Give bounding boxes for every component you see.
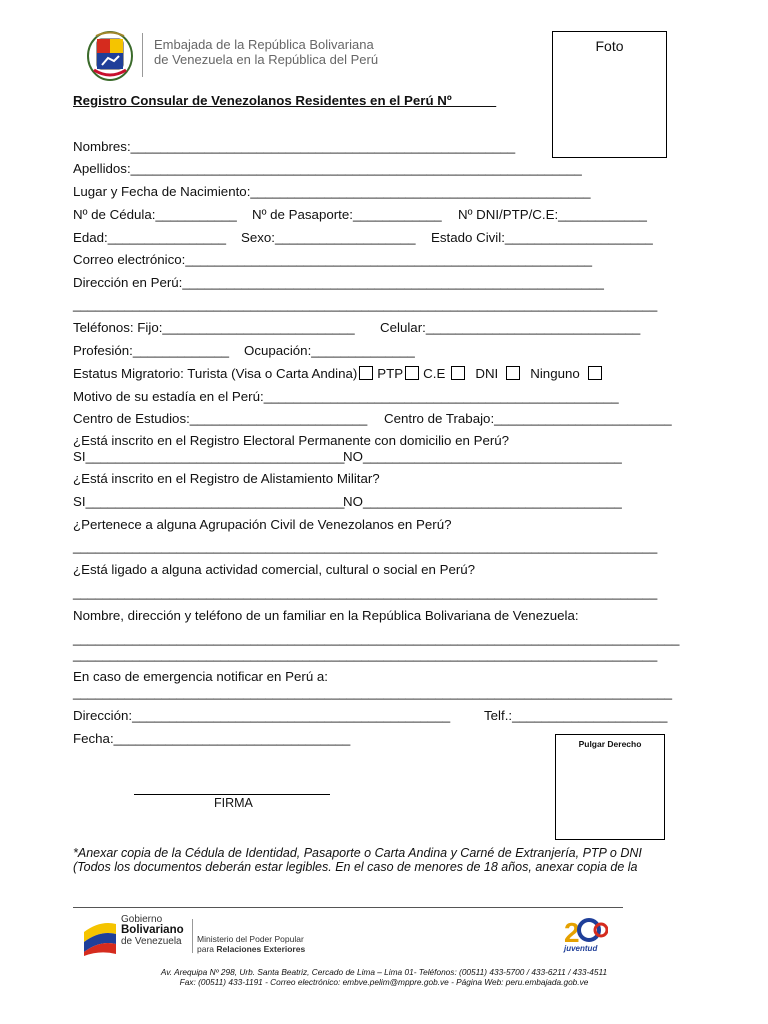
footer-divider xyxy=(73,907,623,908)
question-registro-electoral: ¿Está inscrito en el Registro Electoral Permanente con domicilio en Perú? xyxy=(73,433,510,448)
checkbox-ce[interactable] xyxy=(451,366,465,380)
field-actividad-answer[interactable]: _______________________________________________________________________________ xyxy=(73,585,658,600)
juventud-label: juventud xyxy=(564,944,598,953)
signature-line[interactable] xyxy=(134,794,330,795)
ministry-line-2b: Relaciones Exteriores xyxy=(216,944,306,954)
photo-box xyxy=(552,31,667,158)
field-centro-estudios[interactable]: Centro de Estudios:________________________ xyxy=(73,411,368,426)
estatus-ce-label: C.E xyxy=(423,366,446,381)
estatus-ptp-label: PTP xyxy=(377,366,404,381)
field-cedula[interactable]: Nº de Cédula:___________ xyxy=(73,207,237,222)
checkbox-ptp[interactable] xyxy=(405,366,419,380)
ministry-logo xyxy=(197,934,305,954)
note-line-2: (Todos los documentos deberán estar legibles. En el caso de menores de 18 años, anexar copia de la xyxy=(73,860,638,874)
ministry-line-1: Ministerio del Poder Popular xyxy=(197,934,304,944)
gov-line-2: Bolivariano xyxy=(121,924,184,936)
field-fecha[interactable]: Fecha:________________________________ xyxy=(73,731,351,746)
note-line-1: *Anexar copia de la Cédula de Identidad, Pasaporte o Carta Andina y Carné de Extranjería, PTP o DNI xyxy=(73,846,642,860)
form-title: Registro Consular de Venezolanos Residentes en el Perú Nº______ xyxy=(73,93,497,108)
juventud-bicentenario-logo-icon xyxy=(562,914,608,954)
field-pasaporte[interactable]: Nº de Pasaporte:____________ xyxy=(252,207,442,222)
checkbox-ninguno[interactable] xyxy=(588,366,602,380)
field-estado-civil[interactable]: Estado Civil:____________________ xyxy=(431,230,653,245)
ministry-line-2 xyxy=(197,944,305,954)
gov-line-1: Gobierno xyxy=(121,914,163,925)
embassy-line-1: Embajada de la República Bolivariana xyxy=(154,37,374,52)
header-divider xyxy=(142,33,143,77)
field-emergencia-answer[interactable]: _________________________________________________________________________________ xyxy=(73,685,673,700)
estatus-migratorio xyxy=(73,366,606,381)
field-sexo[interactable]: Sexo:___________________ xyxy=(241,230,416,245)
embassy-name xyxy=(154,37,378,67)
ministry-line-2a: para xyxy=(197,944,217,954)
gov-line-3: de Venezuela xyxy=(121,936,182,947)
field-edad[interactable]: Edad:________________ xyxy=(73,230,227,245)
estatus-label: Estatus Migratorio: Turista (Visa o Carta Andina) xyxy=(73,366,358,381)
checkbox-dni[interactable] xyxy=(506,366,520,380)
footer-address-line-1: Av. Arequipa Nº 298, Urb. Santa Beatriz, Cercado de Lima – Lima 01- Teléfonos: (00511) 433-5700 / 433-6211 / 433-4511 xyxy=(160,967,608,977)
field-celular[interactable]: Celular:_____________________________ xyxy=(380,320,641,335)
field-nombres[interactable]: Nombres:____________________________________________________ xyxy=(73,139,516,154)
question-agrupacion-civil: ¿Pertenece a alguna Agrupación Civil de Venezolanos en Perú? xyxy=(73,517,452,532)
footer-address-line-2: Fax: (00511) 433-1191 - Correo electrónico: embve.pelim@mppre.gob.ve - Página Web: peru.embajada.gob.ve xyxy=(179,977,589,987)
field-lugar-fecha-nacimiento[interactable]: Lugar y Fecha de Nacimiento:______________________________________________ xyxy=(73,184,591,199)
field-agrupacion-answer[interactable]: _______________________________________________________________________________ xyxy=(73,539,658,554)
field-telefono-fijo[interactable]: Teléfonos: Fijo:__________________________ xyxy=(73,320,355,335)
field-dni[interactable]: Nº DNI/PTP/C.E:____________ xyxy=(458,207,647,222)
field-motivo[interactable]: Motivo de su estadía en el Perú:________________________________________________ xyxy=(73,389,619,404)
field-si-electoral[interactable]: SI___________________________________ xyxy=(73,449,345,464)
field-centro-trabajo[interactable]: Centro de Trabajo:________________________ xyxy=(384,411,672,426)
question-familiar: Nombre, dirección y teléfono de un familiar en la República Bolivariana de Venezuela: xyxy=(73,608,579,623)
question-actividad: ¿Está ligado a alguna actividad comercial, cultural o social en Perú? xyxy=(73,562,476,577)
thumbprint-box xyxy=(555,734,665,840)
field-direccion[interactable]: Dirección:___________________________________________ xyxy=(73,708,451,723)
embassy-line-2: de Venezuela en la República del Perú xyxy=(154,52,379,67)
coat-of-arms-icon xyxy=(86,30,134,82)
question-alistamiento-militar: ¿Está inscrito en el Registro de Alistamiento Militar? xyxy=(73,471,380,486)
checkbox-turista[interactable] xyxy=(359,366,373,380)
field-si-militar[interactable]: SI___________________________________ xyxy=(73,494,345,509)
field-no-militar[interactable]: NO___________________________________ xyxy=(343,494,622,509)
svg-text:2: 2 xyxy=(564,917,580,948)
field-direccion-peru-cont[interactable]: _______________________________________________________________________________ xyxy=(73,297,658,312)
field-apellidos[interactable]: Apellidos:_____________________________________________________________ xyxy=(73,161,582,176)
photo-label: Foto xyxy=(595,38,624,54)
field-telf[interactable]: Telf.:_____________________ xyxy=(484,708,668,723)
field-correo[interactable]: Correo electrónico:_______________________________________________________ xyxy=(73,252,593,267)
field-ocupacion[interactable]: Ocupación:______________ xyxy=(244,343,415,358)
field-no-electoral[interactable]: NO___________________________________ xyxy=(343,449,622,464)
field-direccion-peru[interactable]: Dirección en Perú:_________________________________________________________ xyxy=(73,275,604,290)
signature-label: FIRMA xyxy=(214,796,253,810)
venezuela-flag-icon xyxy=(82,916,118,956)
footer-vbar xyxy=(192,919,193,953)
thumbprint-label: Pulgar Derecho xyxy=(578,739,642,749)
estatus-ninguno-label: Ninguno xyxy=(530,366,580,381)
field-familiar-answer-1[interactable]: __________________________________________________________________________________ xyxy=(73,631,680,646)
estatus-dni-label: DNI xyxy=(475,366,499,381)
question-emergencia: En caso de emergencia notificar en Perú a: xyxy=(73,669,329,684)
field-familiar-answer-2[interactable]: _______________________________________________________________________________ xyxy=(73,647,658,662)
gobierno-bolivariano-logo xyxy=(121,914,184,947)
field-profesion[interactable]: Profesión:_____________ xyxy=(73,343,230,358)
